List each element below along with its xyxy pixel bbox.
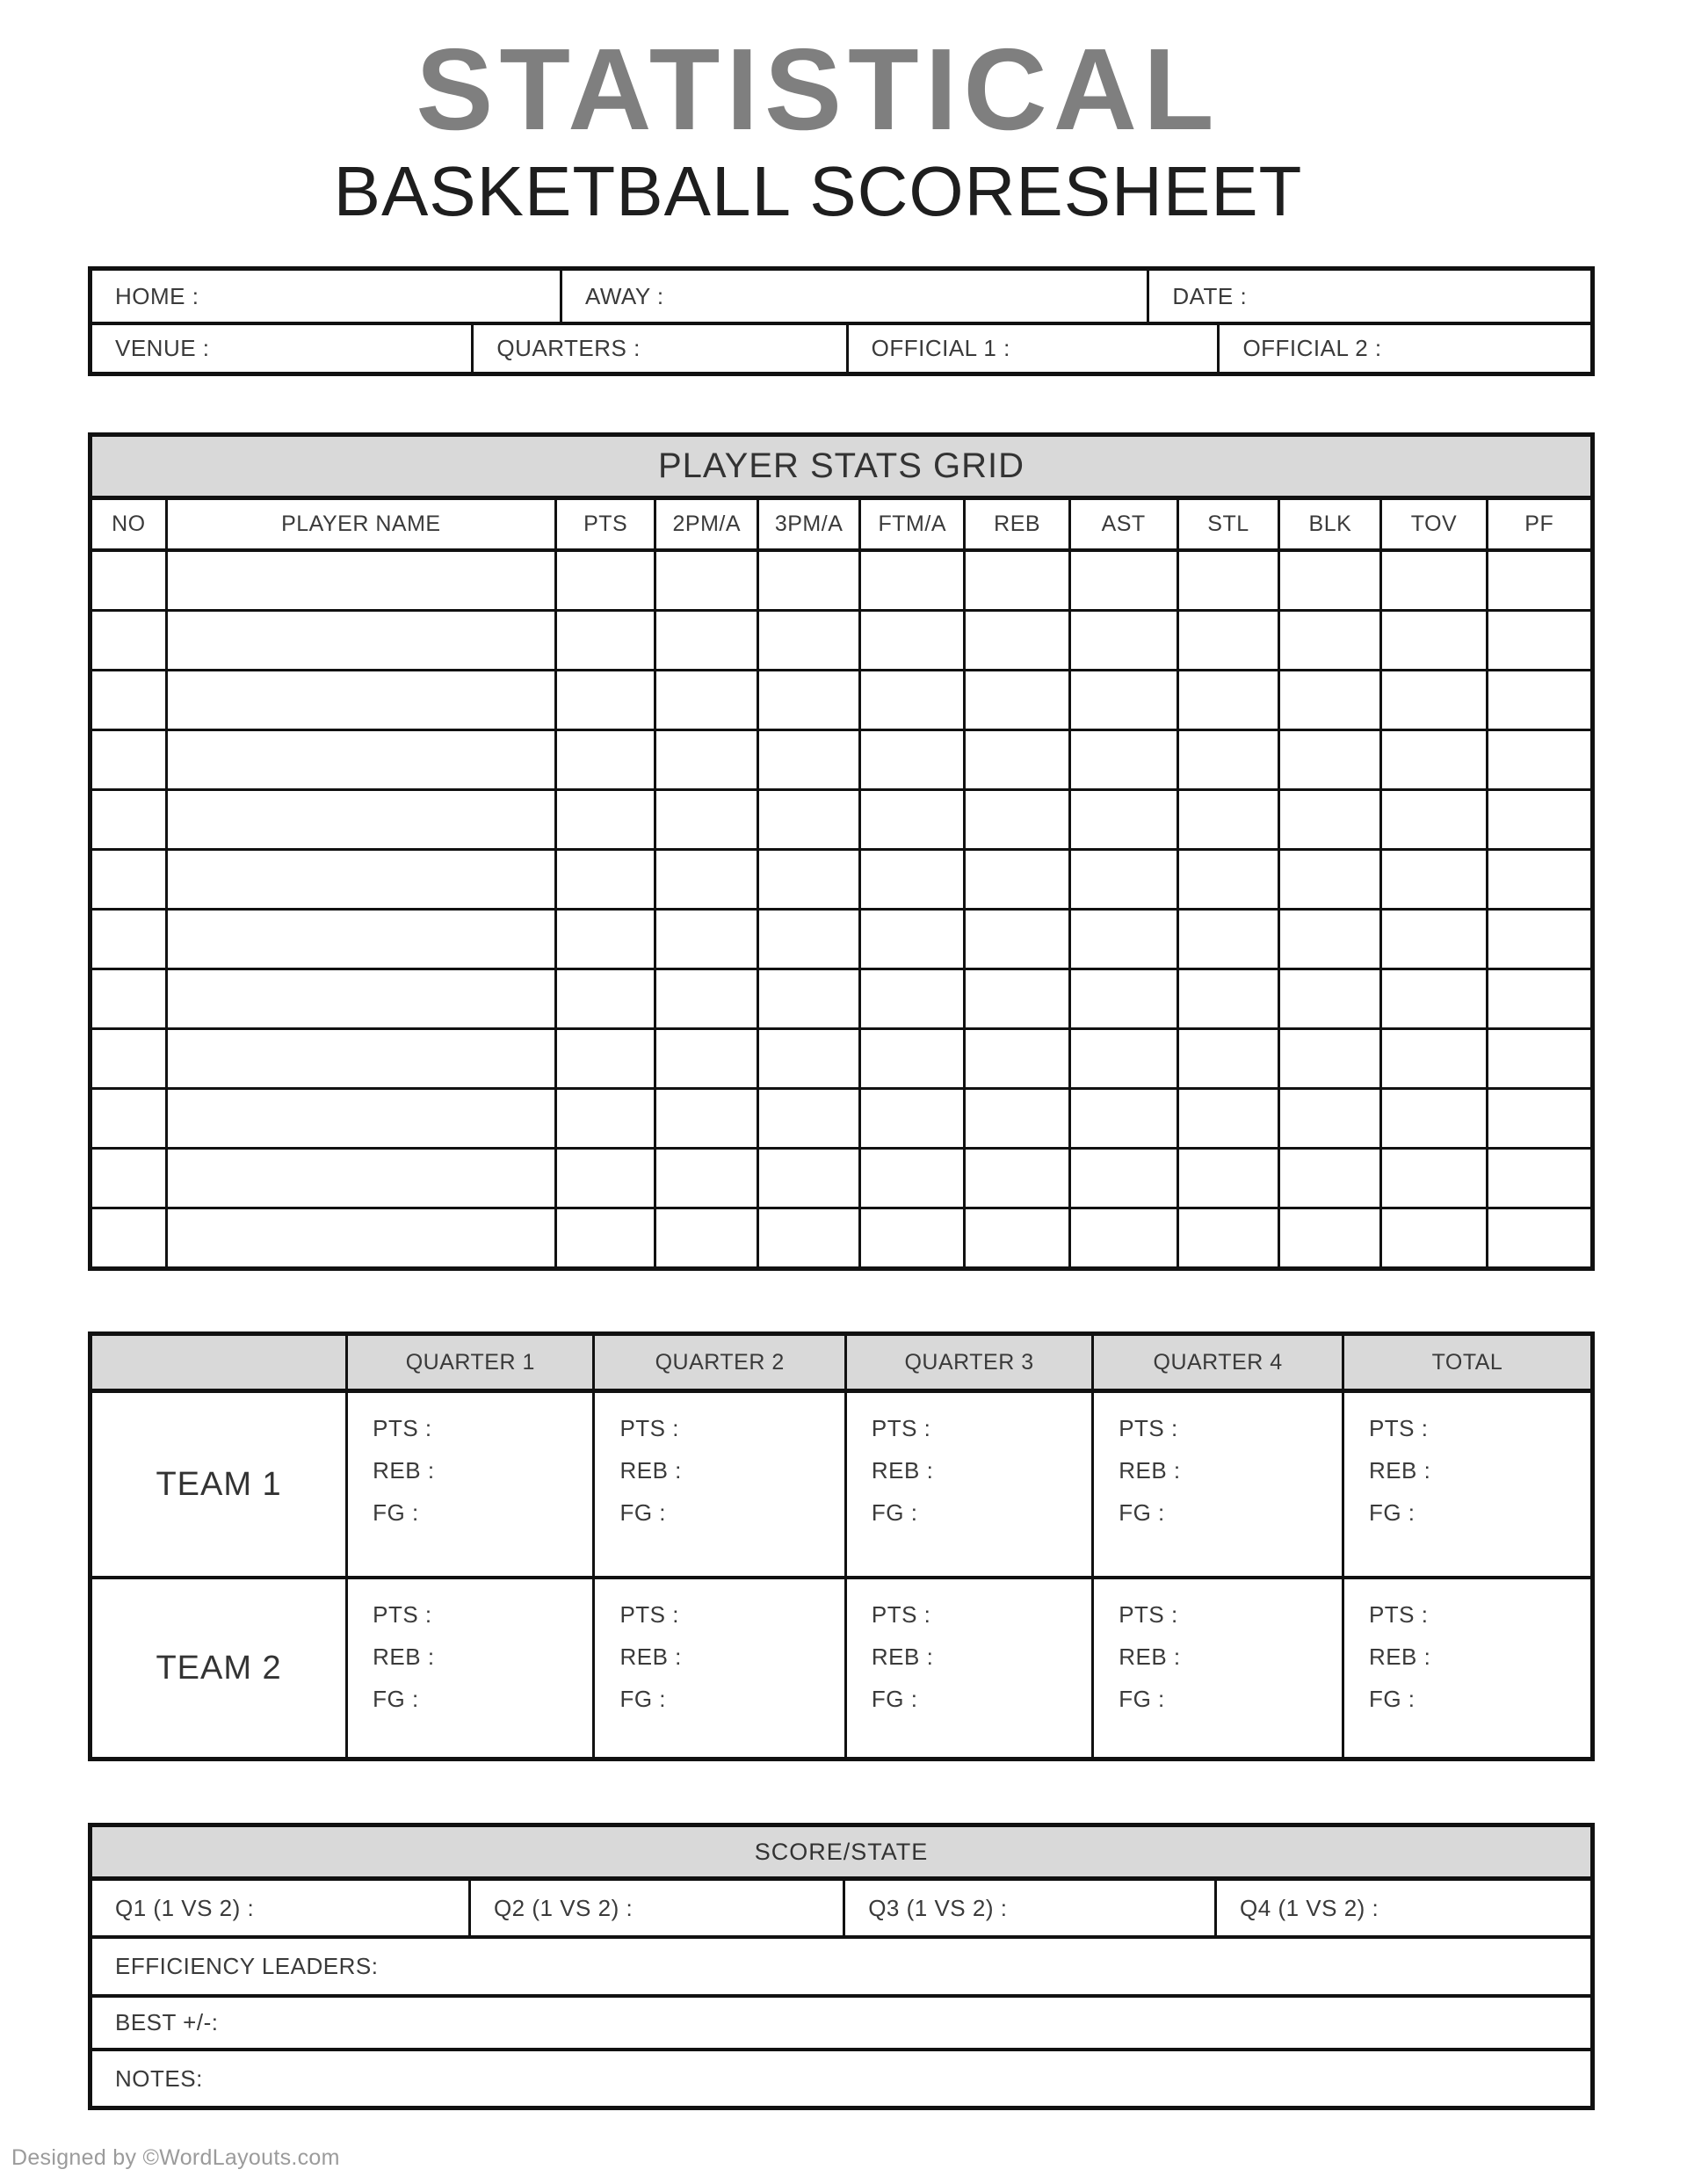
stat-cell[interactable] (1278, 970, 1379, 1027)
quarters-header-empty (92, 1336, 345, 1389)
stat-cell[interactable] (92, 1209, 165, 1266)
quarters-field[interactable] (471, 325, 845, 372)
stat-cell[interactable] (963, 552, 1068, 609)
stat-cell[interactable] (1486, 1090, 1590, 1147)
stat-cell[interactable] (1486, 970, 1590, 1027)
stat-cell[interactable] (1278, 552, 1379, 609)
official2-label: OFFICIAL 2 : (1242, 335, 1382, 361)
stat-cell[interactable] (858, 731, 963, 788)
score-quarters-row (92, 1881, 1590, 1939)
stat-cell[interactable] (654, 791, 757, 848)
stat-cell[interactable] (1486, 1030, 1590, 1087)
stat-cell[interactable] (1278, 1209, 1379, 1266)
team2-q1-cell[interactable] (345, 1579, 592, 1757)
stat-cell[interactable] (858, 970, 963, 1027)
stat-cell[interactable] (1278, 1090, 1379, 1147)
stat-cell[interactable] (1068, 970, 1177, 1027)
q2-score-label: Q2 (1 VS 2) : (493, 1894, 634, 1921)
score-state-table (88, 1823, 1595, 2110)
stat-cell[interactable] (1068, 791, 1177, 848)
q1-score-field[interactable] (92, 1881, 468, 1935)
reb-label: REB : (373, 1457, 435, 1484)
stat-cell[interactable] (1379, 1150, 1485, 1207)
pts-label: PTS : (871, 1601, 931, 1628)
stat-cell[interactable] (1379, 851, 1485, 908)
team-quarters-table (88, 1331, 1595, 1761)
page-title: STATISTICAL (416, 25, 1220, 154)
team1-q1-cell[interactable] (345, 1393, 592, 1576)
stat-cell[interactable] (554, 1090, 654, 1147)
stat-cell[interactable] (858, 911, 963, 968)
stat-cell[interactable] (1379, 1090, 1485, 1147)
stat-cell[interactable] (1379, 970, 1485, 1027)
stat-cell[interactable] (963, 1150, 1068, 1207)
stat-cell[interactable] (963, 1209, 1068, 1266)
stat-cell[interactable] (165, 731, 554, 788)
stat-cell[interactable] (554, 911, 654, 968)
stat-cell[interactable] (1486, 552, 1590, 609)
team2-total-cell[interactable] (1342, 1579, 1590, 1757)
q4-score-field[interactable] (1214, 1881, 1590, 1935)
stat-cell[interactable] (1486, 851, 1590, 908)
stat-cell[interactable] (1379, 612, 1485, 669)
team1-row (92, 1393, 1590, 1576)
stat-cell[interactable] (1177, 911, 1278, 968)
col-header-pf: PF (1486, 500, 1590, 548)
stat-cell[interactable] (92, 851, 165, 908)
stat-cell[interactable] (1486, 1150, 1590, 1207)
venue-field[interactable] (92, 325, 471, 372)
stat-cell[interactable] (654, 1090, 757, 1147)
stat-cell[interactable] (1278, 1150, 1379, 1207)
stat-cell[interactable] (1486, 1209, 1590, 1266)
game-info-row-2 (92, 322, 1590, 372)
stats-empty-row (92, 609, 1590, 669)
stat-cell[interactable] (757, 612, 858, 669)
team1-q4-cell[interactable] (1091, 1393, 1342, 1576)
player-stats-column-headers (92, 500, 1590, 552)
stat-cell[interactable] (92, 552, 165, 609)
stat-cell[interactable] (554, 1150, 654, 1207)
stat-cell[interactable] (858, 671, 963, 729)
reb-label: REB : (871, 1457, 934, 1484)
stat-cell[interactable] (1068, 731, 1177, 788)
reb-label: REB : (373, 1643, 435, 1670)
pts-label: PTS : (1119, 1415, 1178, 1441)
stat-cell[interactable] (1278, 731, 1379, 788)
efficiency-leaders-field[interactable] (92, 1939, 1590, 1998)
stat-cell[interactable] (654, 731, 757, 788)
reb-label: REB : (1119, 1643, 1181, 1670)
team2-q3-cell[interactable] (844, 1579, 1091, 1757)
team1-total-cell[interactable] (1342, 1393, 1590, 1576)
reb-label: REB : (619, 1643, 682, 1670)
stats-empty-row (92, 1087, 1590, 1147)
team1-name: TEAM 1 (156, 1465, 282, 1503)
quarters-header-q1: QUARTER 1 (345, 1336, 592, 1389)
stat-cell[interactable] (1177, 1090, 1278, 1147)
stat-cell[interactable] (1177, 552, 1278, 609)
stat-cell[interactable] (92, 791, 165, 848)
notes-field[interactable] (92, 2051, 1590, 2106)
stat-cell[interactable] (757, 970, 858, 1027)
reb-label: REB : (1368, 1457, 1431, 1484)
stat-cell[interactable] (858, 1030, 963, 1087)
stat-cell[interactable] (554, 851, 654, 908)
stat-cell[interactable] (1379, 911, 1485, 968)
stat-cell[interactable] (1068, 612, 1177, 669)
stat-cell[interactable] (1486, 671, 1590, 729)
pts-label: PTS : (619, 1601, 679, 1628)
stat-cell[interactable] (1068, 1150, 1177, 1207)
stat-cell[interactable] (654, 671, 757, 729)
stat-cell[interactable] (858, 612, 963, 669)
stat-cell[interactable] (1278, 851, 1379, 908)
stat-cell[interactable] (165, 552, 554, 609)
stat-cell[interactable] (654, 970, 757, 1027)
stats-empty-row (92, 848, 1590, 908)
stat-cell[interactable] (1177, 612, 1278, 669)
stats-empty-row (92, 552, 1590, 609)
pts-label: PTS : (1368, 1415, 1429, 1441)
reb-label: REB : (619, 1457, 682, 1484)
stat-cell[interactable] (757, 851, 858, 908)
footer-credit: Designed by ©WordLayouts.com (11, 2145, 340, 2170)
stat-cell[interactable] (757, 911, 858, 968)
col-header-ftma: FTM/A (858, 500, 963, 548)
stat-cell[interactable] (165, 911, 554, 968)
player-stats-title: PLAYER STATS GRID (92, 437, 1590, 500)
stat-cell[interactable] (963, 612, 1068, 669)
official1-label: OFFICIAL 1 : (871, 335, 1010, 361)
fg-label: FG : (619, 1686, 667, 1712)
fg-label: FG : (1119, 1499, 1165, 1526)
stat-cell[interactable] (554, 970, 654, 1027)
stat-cell[interactable] (654, 1209, 757, 1266)
stat-cell[interactable] (1379, 731, 1485, 788)
stat-cell[interactable] (1177, 851, 1278, 908)
stat-cell[interactable] (757, 1150, 858, 1207)
stat-cell[interactable] (858, 1209, 963, 1266)
stat-cell[interactable] (858, 791, 963, 848)
stat-cell[interactable] (963, 1090, 1068, 1147)
stat-cell[interactable] (92, 1090, 165, 1147)
stat-cell[interactable] (1177, 1209, 1278, 1266)
pts-label: PTS : (1119, 1601, 1178, 1628)
pts-label: PTS : (619, 1415, 679, 1441)
away-field[interactable] (560, 271, 1147, 322)
official2-field[interactable] (1217, 325, 1590, 372)
stat-cell[interactable] (654, 1150, 757, 1207)
stat-cell[interactable] (165, 791, 554, 848)
stat-cell[interactable] (1379, 1030, 1485, 1087)
col-header-blk: BLK (1278, 500, 1379, 548)
stat-cell[interactable] (1278, 671, 1379, 729)
game-info-row-1 (92, 271, 1590, 322)
stat-cell[interactable] (858, 1150, 963, 1207)
stat-cell[interactable] (554, 612, 654, 669)
stat-cell[interactable] (654, 1030, 757, 1087)
quarters-header-row (92, 1336, 1590, 1393)
col-header-3pma: 3PM/A (757, 500, 858, 548)
stat-cell[interactable] (757, 552, 858, 609)
stat-cell[interactable] (757, 1030, 858, 1087)
team1-q3-cell[interactable] (844, 1393, 1091, 1576)
fg-label: FG : (373, 1499, 419, 1526)
date-field[interactable] (1147, 271, 1590, 322)
stats-empty-row (92, 788, 1590, 848)
stat-cell[interactable] (92, 1030, 165, 1087)
stats-empty-row (92, 968, 1590, 1027)
stats-empty-row (92, 1207, 1590, 1266)
stat-cell[interactable] (757, 671, 858, 729)
stat-cell[interactable] (963, 911, 1068, 968)
stat-cell[interactable] (554, 791, 654, 848)
page-subtitle: BASKETBALL SCORESHEET (333, 152, 1303, 230)
stat-cell[interactable] (858, 851, 963, 908)
stat-cell[interactable] (963, 1030, 1068, 1087)
quarters-header-q3: QUARTER 3 (844, 1336, 1091, 1389)
quarters-header-q2: QUARTER 2 (592, 1336, 844, 1389)
stat-cell[interactable] (1278, 791, 1379, 848)
stat-cell[interactable] (92, 1150, 165, 1207)
team1-q2-cell[interactable] (592, 1393, 844, 1576)
stat-cell[interactable] (165, 1150, 554, 1207)
stat-cell[interactable] (858, 552, 963, 609)
q4-score-label: Q4 (1 VS 2) : (1240, 1894, 1379, 1921)
col-header-stl: STL (1177, 500, 1278, 548)
q1-score-label: Q1 (1 VS 2) : (115, 1894, 255, 1921)
stat-cell[interactable] (1177, 970, 1278, 1027)
stat-cell[interactable] (1177, 791, 1278, 848)
stat-cell[interactable] (963, 970, 1068, 1027)
stats-empty-row (92, 1147, 1590, 1207)
stat-cell[interactable] (757, 791, 858, 848)
stat-cell[interactable] (165, 612, 554, 669)
stat-cell[interactable] (1068, 552, 1177, 609)
team2-name: TEAM 2 (156, 1649, 282, 1687)
fg-label: FG : (871, 1499, 918, 1526)
reb-label: REB : (1119, 1457, 1181, 1484)
col-header-2pma: 2PM/A (654, 500, 757, 548)
stat-cell[interactable] (1177, 1030, 1278, 1087)
pts-label: PTS : (1368, 1601, 1429, 1628)
stat-cell[interactable] (757, 1090, 858, 1147)
reb-label: REB : (871, 1643, 934, 1670)
team2-q4-cell[interactable] (1091, 1579, 1342, 1757)
stat-cell[interactable] (554, 731, 654, 788)
stat-cell[interactable] (92, 731, 165, 788)
reb-label: REB : (1368, 1643, 1431, 1670)
home-field[interactable] (92, 271, 560, 322)
stat-cell[interactable] (963, 851, 1068, 908)
notes-label: NOTES: (115, 2064, 203, 2092)
stat-cell[interactable] (1278, 1030, 1379, 1087)
stat-cell[interactable] (165, 1090, 554, 1147)
stat-cell[interactable] (1486, 911, 1590, 968)
col-header-reb: REB (963, 500, 1068, 548)
stat-cell[interactable] (757, 1209, 858, 1266)
stat-cell[interactable] (1379, 791, 1485, 848)
stat-cell[interactable] (92, 911, 165, 968)
fg-label: FG : (619, 1499, 667, 1526)
stat-cell[interactable] (654, 851, 757, 908)
score-state-title: SCORE/STATE (92, 1827, 1590, 1881)
col-header-player-name: PLAYER NAME (165, 500, 554, 548)
stat-cell[interactable] (1068, 1209, 1177, 1266)
stat-cell[interactable] (1278, 911, 1379, 968)
stats-empty-row (92, 669, 1590, 729)
stat-cell[interactable] (92, 970, 165, 1027)
stat-cell[interactable] (1486, 731, 1590, 788)
col-header-tov: TOV (1379, 500, 1485, 548)
stat-cell[interactable] (92, 612, 165, 669)
quarters-label: QUARTERS : (496, 335, 641, 361)
col-header-no: NO (112, 512, 146, 536)
team2-row (92, 1576, 1590, 1757)
q3-score-label: Q3 (1 VS 2) : (868, 1894, 1008, 1921)
player-stats-table (88, 432, 1595, 1271)
q2-score-field[interactable] (468, 1881, 843, 1935)
stat-cell[interactable] (963, 671, 1068, 729)
stat-cell[interactable] (1486, 791, 1590, 848)
col-header-pts: PTS (554, 500, 654, 548)
stat-cell[interactable] (757, 731, 858, 788)
stat-cell[interactable] (654, 612, 757, 669)
stat-cell[interactable] (554, 552, 654, 609)
home-label: HOME : (115, 282, 199, 309)
stat-cell[interactable] (1068, 911, 1177, 968)
stat-cell[interactable] (1177, 671, 1278, 729)
quarters-header-total: TOTAL (1342, 1336, 1590, 1389)
stat-cell[interactable] (554, 1209, 654, 1266)
fg-label: FG : (871, 1686, 918, 1712)
stat-cell[interactable] (858, 1090, 963, 1147)
stat-cell[interactable] (654, 552, 757, 609)
stat-cell[interactable] (654, 911, 757, 968)
official1-field[interactable] (846, 325, 1218, 372)
stat-cell[interactable] (165, 671, 554, 729)
stats-empty-row (92, 1027, 1590, 1087)
best-plus-minus-label: BEST +/-: (115, 2009, 219, 2035)
q3-score-field[interactable] (843, 1881, 1214, 1935)
stat-cell[interactable] (165, 1209, 554, 1266)
fg-label: FG : (373, 1686, 419, 1712)
stat-cell[interactable] (1486, 612, 1590, 669)
fg-label: FG : (1368, 1499, 1415, 1526)
stat-cell[interactable] (165, 1030, 554, 1087)
stat-cell[interactable] (92, 671, 165, 729)
stat-cell[interactable] (963, 731, 1068, 788)
pts-label: PTS : (373, 1415, 432, 1441)
efficiency-leaders-label: EFFICIENCY LEADERS: (115, 1953, 379, 1979)
date-label: DATE : (1172, 282, 1248, 309)
stat-cell[interactable] (1068, 1030, 1177, 1087)
team2-q2-cell[interactable] (592, 1579, 844, 1757)
title-block (0, 25, 1636, 230)
stats-empty-row (92, 908, 1590, 968)
stat-cell[interactable] (554, 671, 654, 729)
stat-cell[interactable] (1068, 1090, 1177, 1147)
fg-label: FG : (1368, 1686, 1415, 1712)
pts-label: PTS : (871, 1415, 931, 1441)
away-label: AWAY : (584, 282, 664, 309)
stat-cell[interactable] (1068, 851, 1177, 908)
stat-cell[interactable] (1278, 612, 1379, 669)
venue-label: VENUE : (115, 335, 210, 361)
stat-cell[interactable] (165, 970, 554, 1027)
stat-cell[interactable] (554, 1030, 654, 1087)
stat-cell[interactable] (1177, 731, 1278, 788)
col-header-ast: AST (1068, 500, 1177, 548)
stat-cell[interactable] (1379, 1209, 1485, 1266)
stat-cell[interactable] (1379, 671, 1485, 729)
stat-cell[interactable] (165, 851, 554, 908)
stat-cell[interactable] (963, 791, 1068, 848)
pts-label: PTS : (373, 1601, 432, 1628)
stats-empty-row (92, 729, 1590, 788)
best-plus-minus-field[interactable] (92, 1998, 1590, 2051)
quarters-header-q4: QUARTER 4 (1091, 1336, 1342, 1389)
game-info-table (88, 266, 1595, 376)
stat-cell[interactable] (1177, 1150, 1278, 1207)
stat-cell[interactable] (1068, 671, 1177, 729)
player-stats-body (92, 552, 1590, 1266)
fg-label: FG : (1119, 1686, 1165, 1712)
stat-cell[interactable] (1379, 552, 1485, 609)
